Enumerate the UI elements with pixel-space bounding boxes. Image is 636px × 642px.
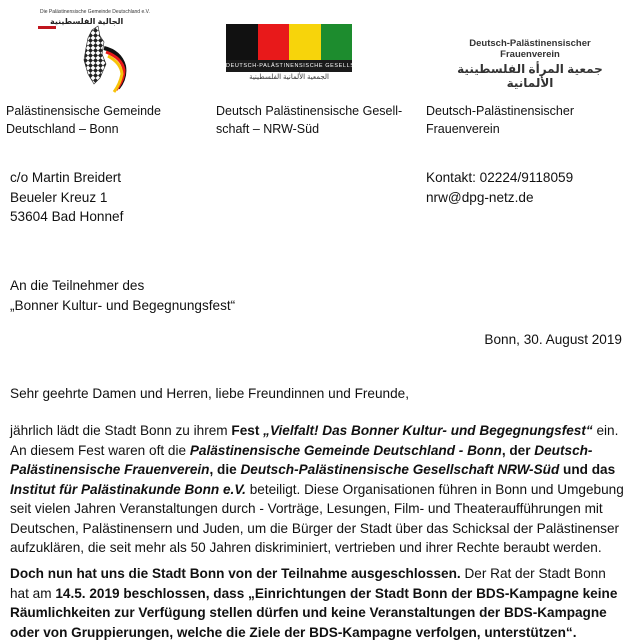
- para1-fest-title: „Vielfalt! Das Bonner Kultur- und Begegnungsfest“: [263, 423, 593, 438]
- dpg-bar-red: [258, 24, 290, 60]
- sender-address: [10, 168, 123, 227]
- dpg-logo-arabic: الجمعية الألمانية الفلسطينية: [249, 74, 329, 81]
- org1-line1: Palästinensische Gemeinde: [6, 104, 161, 118]
- org2-line2: schaft – NRW-Süd: [216, 122, 320, 136]
- contact-phone: Kontakt: 02224/9118059: [426, 170, 574, 185]
- para1-s12: beteiligt. Diese Organisationen führen in Bonn und Umgebung seit vielen Jahren Veranstaltungen durch - Vorträge, Lesungen, Film- und Theateraufführungen mit Deutschen, Palästinensern und Juden, um die Bürger der Stadt über das Schicksal der Palästinenser aufzuklären, die seit mehr als 50 Jahren diskriminiert, vertrieben und ihrer Rechte beraubt werden.: [10, 481, 624, 555]
- para1-s4: ein. An diesem Fest waren oft die: [10, 423, 619, 458]
- org-name-dpg: [216, 102, 402, 138]
- org3-line2: Frauenverein: [426, 122, 500, 136]
- frauenverein-logo-title: Deutsch-Palästinensischer Frauenverein: [469, 38, 591, 60]
- org-name-pgd: [6, 102, 161, 138]
- dpg-flag-bars: [226, 24, 352, 60]
- salutation: Sehr geehrte Damen und Herren, liebe Freundinnen und Freunde,: [10, 386, 410, 401]
- org2-line1: Deutsch Palästinensische Gesell-: [216, 104, 403, 118]
- recipient-line2: „Bonner Kultur- und Begegnungsfest“: [10, 297, 236, 313]
- para1-org-frauenverein: Deutsch-Palästinensische Frauenverein: [10, 442, 593, 477]
- para1-s10: und das: [559, 462, 616, 477]
- frauenverein-logo-arabic: جمعية المرأة الفلسطينية الألمانية: [457, 62, 603, 90]
- para1-org-pgd: Palästinensische Gemeinde Deutschland - Bonn: [189, 442, 502, 458]
- org1-line2: Deutschland – Bonn: [6, 122, 119, 136]
- letter-date: Bonn, 30. August 2019: [484, 332, 622, 347]
- para1-org-institut: Institut für Palästinakunde Bonn e.V.: [10, 481, 246, 497]
- para1-s8: , die: [209, 462, 241, 477]
- pgd-map-emblem-icon: [28, 8, 140, 94]
- recipient-line1: An die Teilnehmer des: [10, 278, 145, 293]
- para1-org-dpg: Deutsch-Palästinensische Gesellschaft NRW-Süd: [240, 462, 560, 477]
- org3-line1: Deutsch-Palästinensischer: [426, 104, 574, 118]
- dpg-bar-yellow: [289, 24, 321, 60]
- sender-line3: 53604 Bad Honnef: [10, 209, 124, 224]
- dpg-logo: [222, 24, 376, 84]
- recipient-block: [10, 276, 235, 315]
- para1-s1: jährlich lädt die Stadt Bonn zu ihrem: [10, 423, 232, 438]
- sender-line1: c/o Martin Breidert: [10, 170, 122, 185]
- dpg-bar-black: [226, 24, 258, 60]
- paragraph-2: [10, 564, 624, 642]
- contact-email: nrw@dpg-netz.de: [426, 189, 534, 205]
- para2-s3: 14.5. 2019 beschlossen, dass „Einrichtungen der Stadt Bonn der BDS-Kampagne keine Räumlichkeiten zur Verfügung stellen dürfen und keine Veranstaltungen der BDS-Kampagne oder von Gruppierungen, welche die Ziele der BDS-Kampagne verfolgen, unterstützen“.: [10, 585, 618, 640]
- sender-line2: Beueler Kreuz 1: [10, 189, 108, 205]
- contact-block: [426, 168, 573, 207]
- org-name-frauenverein: [426, 102, 574, 138]
- pgd-logo: [28, 8, 150, 94]
- para1-s2: Fest: [231, 423, 264, 438]
- pgd-logo-caption: Die Palästinensische Gemeinde Deutschland e.V.: [40, 9, 150, 15]
- para2-s2: Der Rat der Stadt Bonn hat am: [10, 566, 606, 601]
- frauenverein-logo: [440, 38, 620, 90]
- pgd-logo-arabic: الجالية الفلسطينية: [50, 17, 124, 26]
- para1-s6: , der: [501, 442, 535, 458]
- dpg-bar-green: [321, 24, 353, 60]
- paragraph-1: [10, 421, 624, 558]
- dpg-logo-band: DEUTSCH-PALÄSTINENSISCHE GESELLSCHAFT: [226, 60, 352, 72]
- para2-s1: Doch nun hat uns die Stadt Bonn von der Teilnahme ausgeschlossen.: [10, 566, 461, 581]
